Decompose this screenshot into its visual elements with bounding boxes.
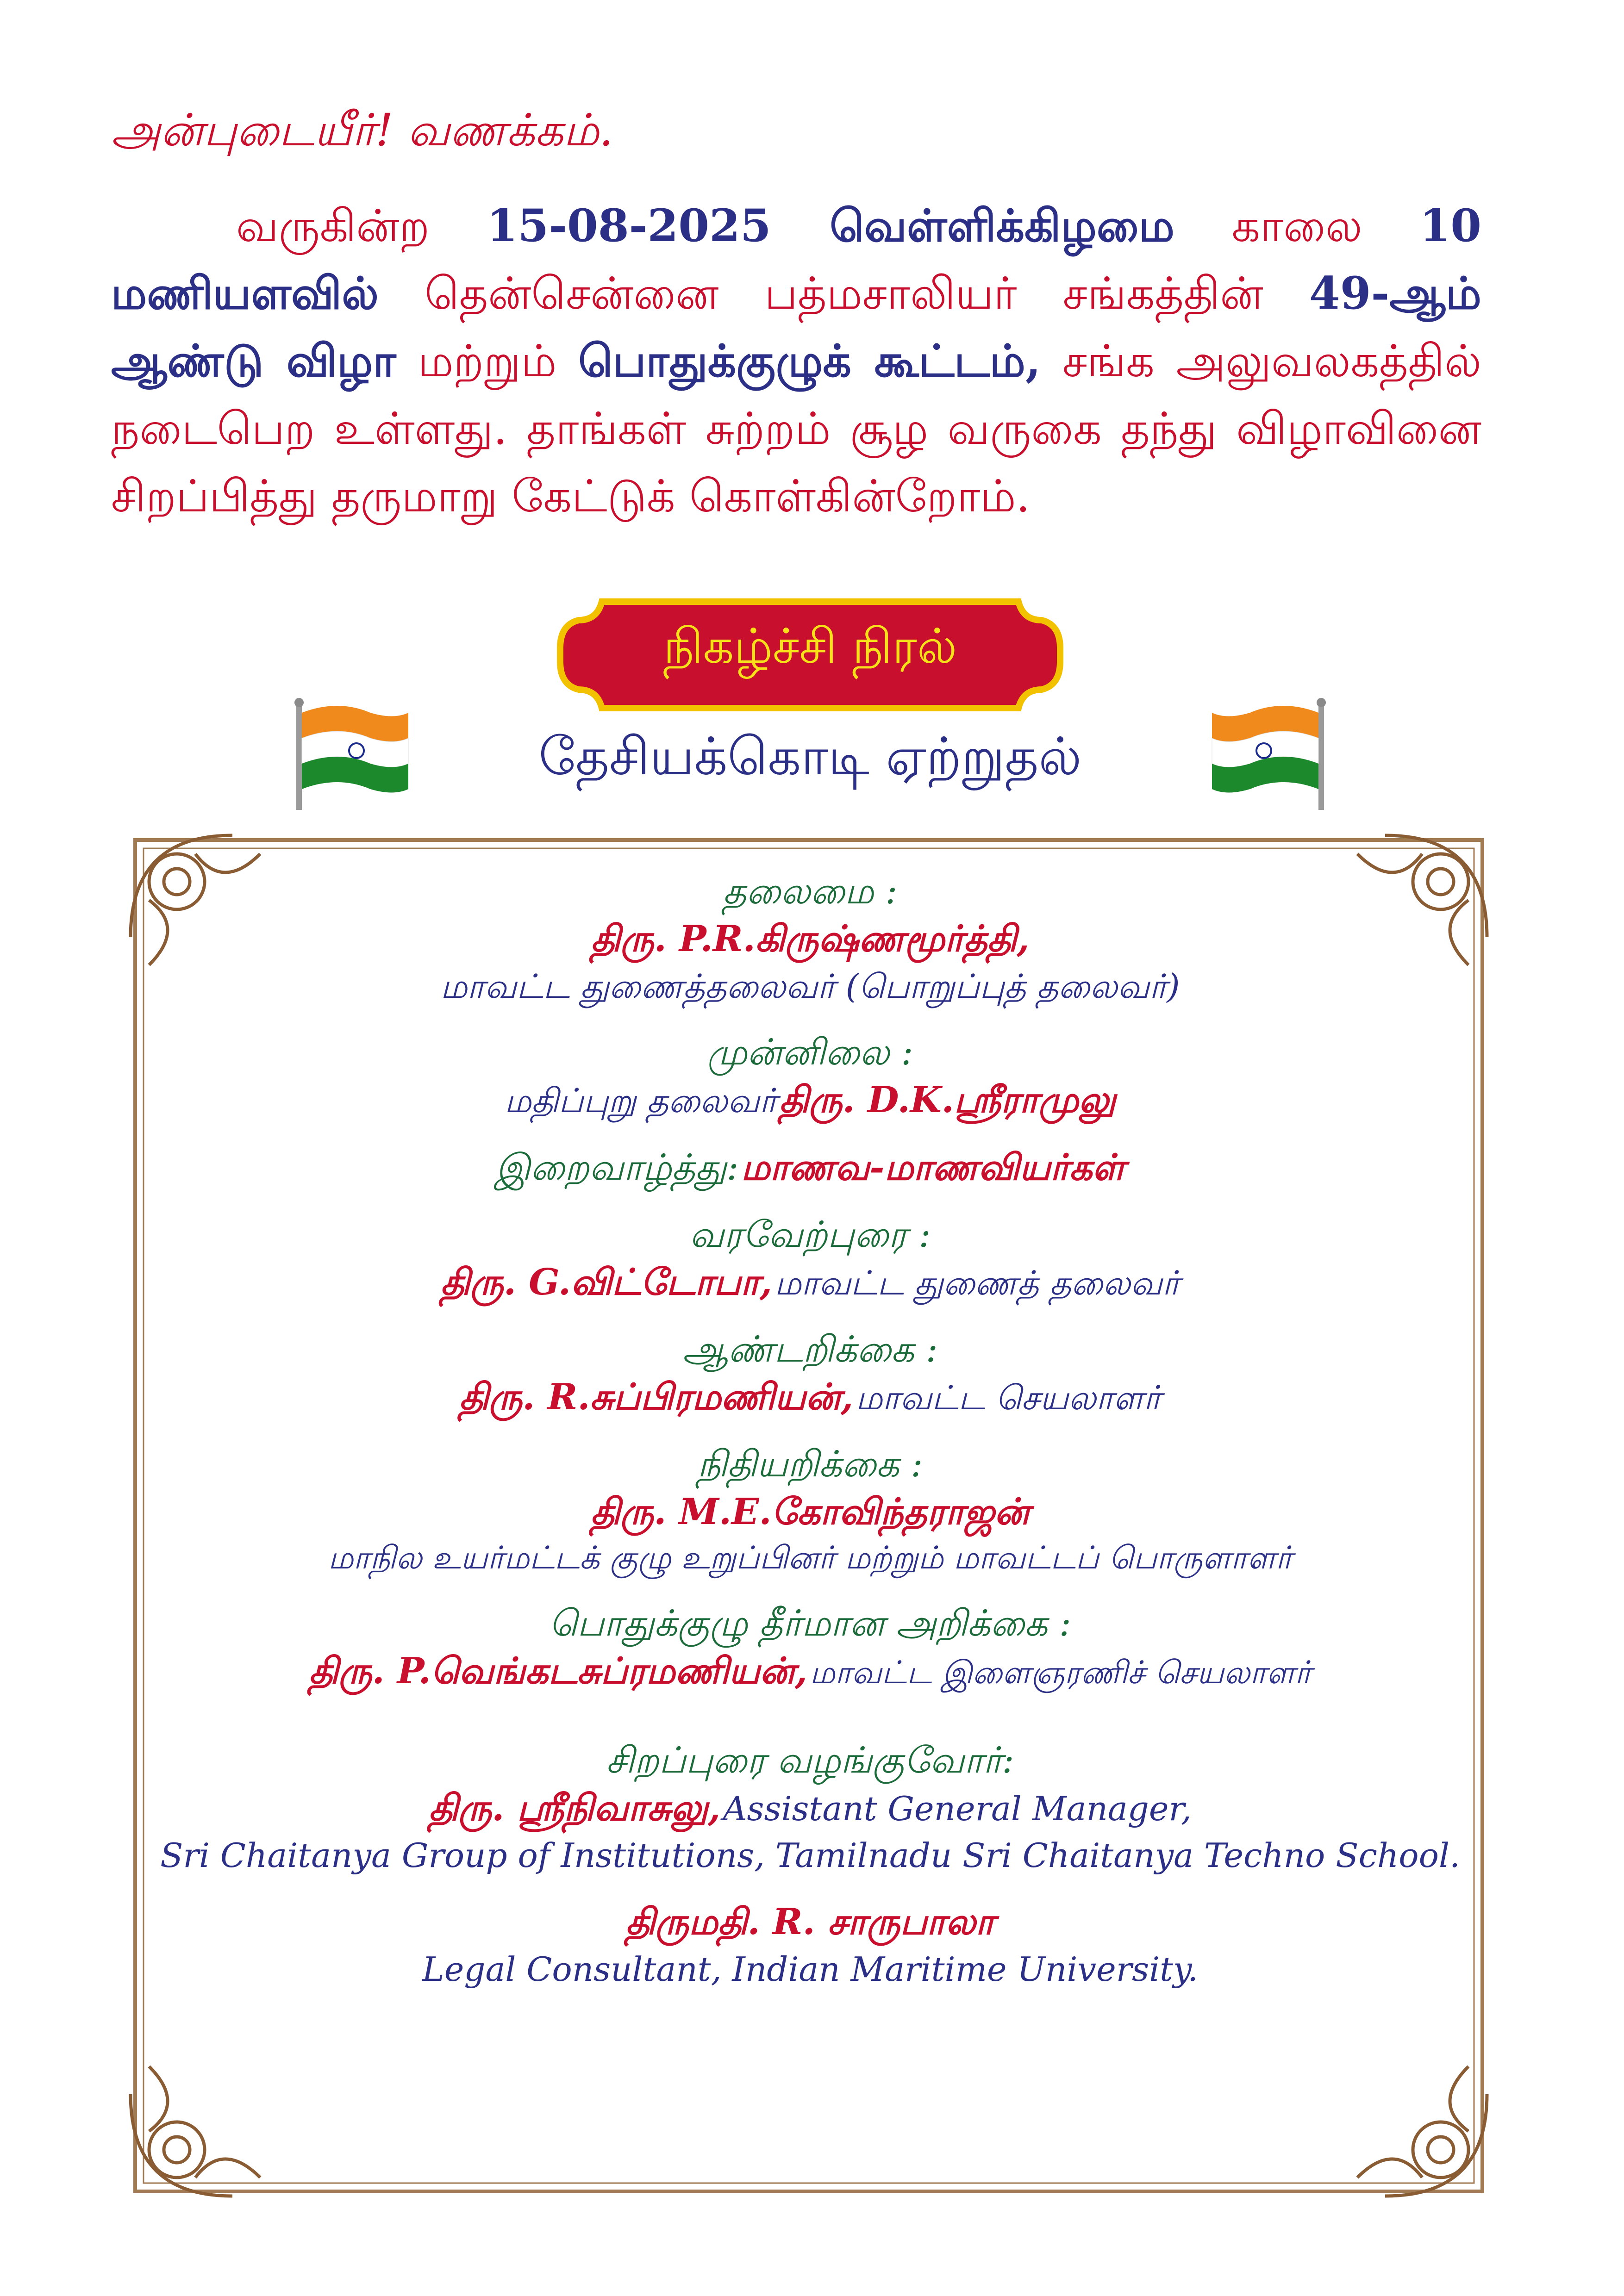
intro-part-2: காலை (1231, 200, 1362, 252)
person-name: திரு. R.சுப்பிரமணியன், (459, 1376, 854, 1418)
intro-date: 15-08-2025 வெள்ளிக்கிழமை (487, 199, 1174, 252)
programme-resolution (139, 1600, 1481, 1695)
person-organisation: Sri Chaitanya Group of Institutions, Tamilnadu Sri Chaitanya Techno School. (160, 1836, 1460, 1875)
programme-presidency (139, 868, 1481, 1009)
frame-ornament-icon (131, 2066, 260, 2196)
section-heading: இறைவாழ்த்து: (495, 1147, 739, 1188)
programme-finance-report (139, 1441, 1481, 1580)
programme-leading (139, 1029, 1481, 1124)
programme-special-address (139, 1737, 1481, 1992)
flag-hoisting-title: தேசியக்கொடி ஏற்றுதல் (538, 727, 1082, 787)
frame-ornament-icon (1357, 2066, 1487, 2196)
section-heading: பொதுக்குழு தீர்மான அறிக்கை : (549, 1603, 1071, 1644)
greeting: அன்புடையீர்! வணக்கம். (111, 104, 613, 156)
section-heading: ஆண்டறிக்கை : (682, 1329, 938, 1370)
section-heading: தலைமை : (723, 871, 898, 912)
intro-event-2: பொதுக்குழுக் கூட்டம், (578, 335, 1041, 387)
person-designation: Assistant General Manager, (723, 1789, 1192, 1828)
intro-part-4: மற்றும் (418, 335, 557, 387)
programme-list (139, 868, 1481, 1992)
intro-part-1: வருகின்ற (236, 200, 430, 252)
intro-part-5: சங்க அலுவலகத்தில் நடைபெற உள்ளது. தாங்கள் சுற்றம் சூழ வருகை தந்து விழாவினை சிறப்பித்து தருமாறு கேட்டுக் கொள்கின்றோம். (111, 335, 1482, 522)
person-name: திரு. G.விட்டோபா, (440, 1261, 773, 1303)
section-heading: சிறப்புரை வழங்குவோர்: (606, 1740, 1014, 1781)
resolution-line (139, 1647, 1481, 1695)
intro-paragraph (111, 192, 1481, 530)
intro-time: 10 மணியளவில் (111, 199, 1482, 319)
person-designation: மதிப்புறு தலைவர் (504, 1081, 777, 1120)
section-heading: வரவேற்புரை : (689, 1214, 931, 1256)
section-heading: முன்னிலை : (707, 1032, 913, 1073)
programme-welcome (139, 1211, 1481, 1307)
person-name: திரு. P.R.கிருஷ்ணமூர்த்தி, (591, 918, 1030, 960)
leading-line (139, 1076, 1481, 1124)
welcome-line (139, 1258, 1481, 1307)
speaker-1-line (139, 1784, 1481, 1832)
section-heading: நிதியறிக்கை : (697, 1444, 923, 1485)
person-designation: மாநில உயர்மட்டக் குழு உறுப்பினர் மற்றும் மாவட்டப் பொருளாளர் (328, 1540, 1293, 1576)
programme-prayer (139, 1144, 1481, 1192)
annual-report-line (139, 1373, 1481, 1421)
person-name: திரு. P.வெங்கடசுப்ரமணியன், (309, 1650, 808, 1692)
indian-flag-icon (287, 694, 417, 815)
person-designation: மாவட்ட துணைத் தலைவர் (775, 1263, 1180, 1302)
intro-part-3: தென்சென்னை பத்மசாலியர் சங்கத்தின் (425, 268, 1263, 319)
person-designation: மாவட்ட துணைத்தலைவர் (பொறுப்புத் தலைவர்) (440, 967, 1180, 1006)
person-name: மாணவ-மாணவியர்கள் (741, 1146, 1125, 1188)
person-name: திரு. ஸ்ரீநிவாசுலு, (429, 1787, 721, 1829)
person-designation: Legal Consultant, Indian Maritime University. (422, 1950, 1199, 1989)
person-designation: மாவட்ட இளைஞரணிச் செயலாளர் (810, 1655, 1312, 1691)
person-name: திருமதி. R. சாருபாலா (625, 1901, 995, 1943)
person-name: திரு. D.K.ஸ்ரீராமுலு (779, 1079, 1116, 1121)
person-name: திரு. M.E.கோவிந்தராஜன் (591, 1491, 1030, 1533)
programme-banner-label: நிகழ்ச்சி நிரல் (663, 618, 957, 674)
person-designation: மாவட்ட செயலாளர் (856, 1378, 1161, 1417)
programme-annual-report (139, 1326, 1481, 1421)
intro-event: 49-ஆம் ஆண்டு விழா (111, 267, 1481, 387)
indian-flag-icon (1204, 694, 1333, 815)
